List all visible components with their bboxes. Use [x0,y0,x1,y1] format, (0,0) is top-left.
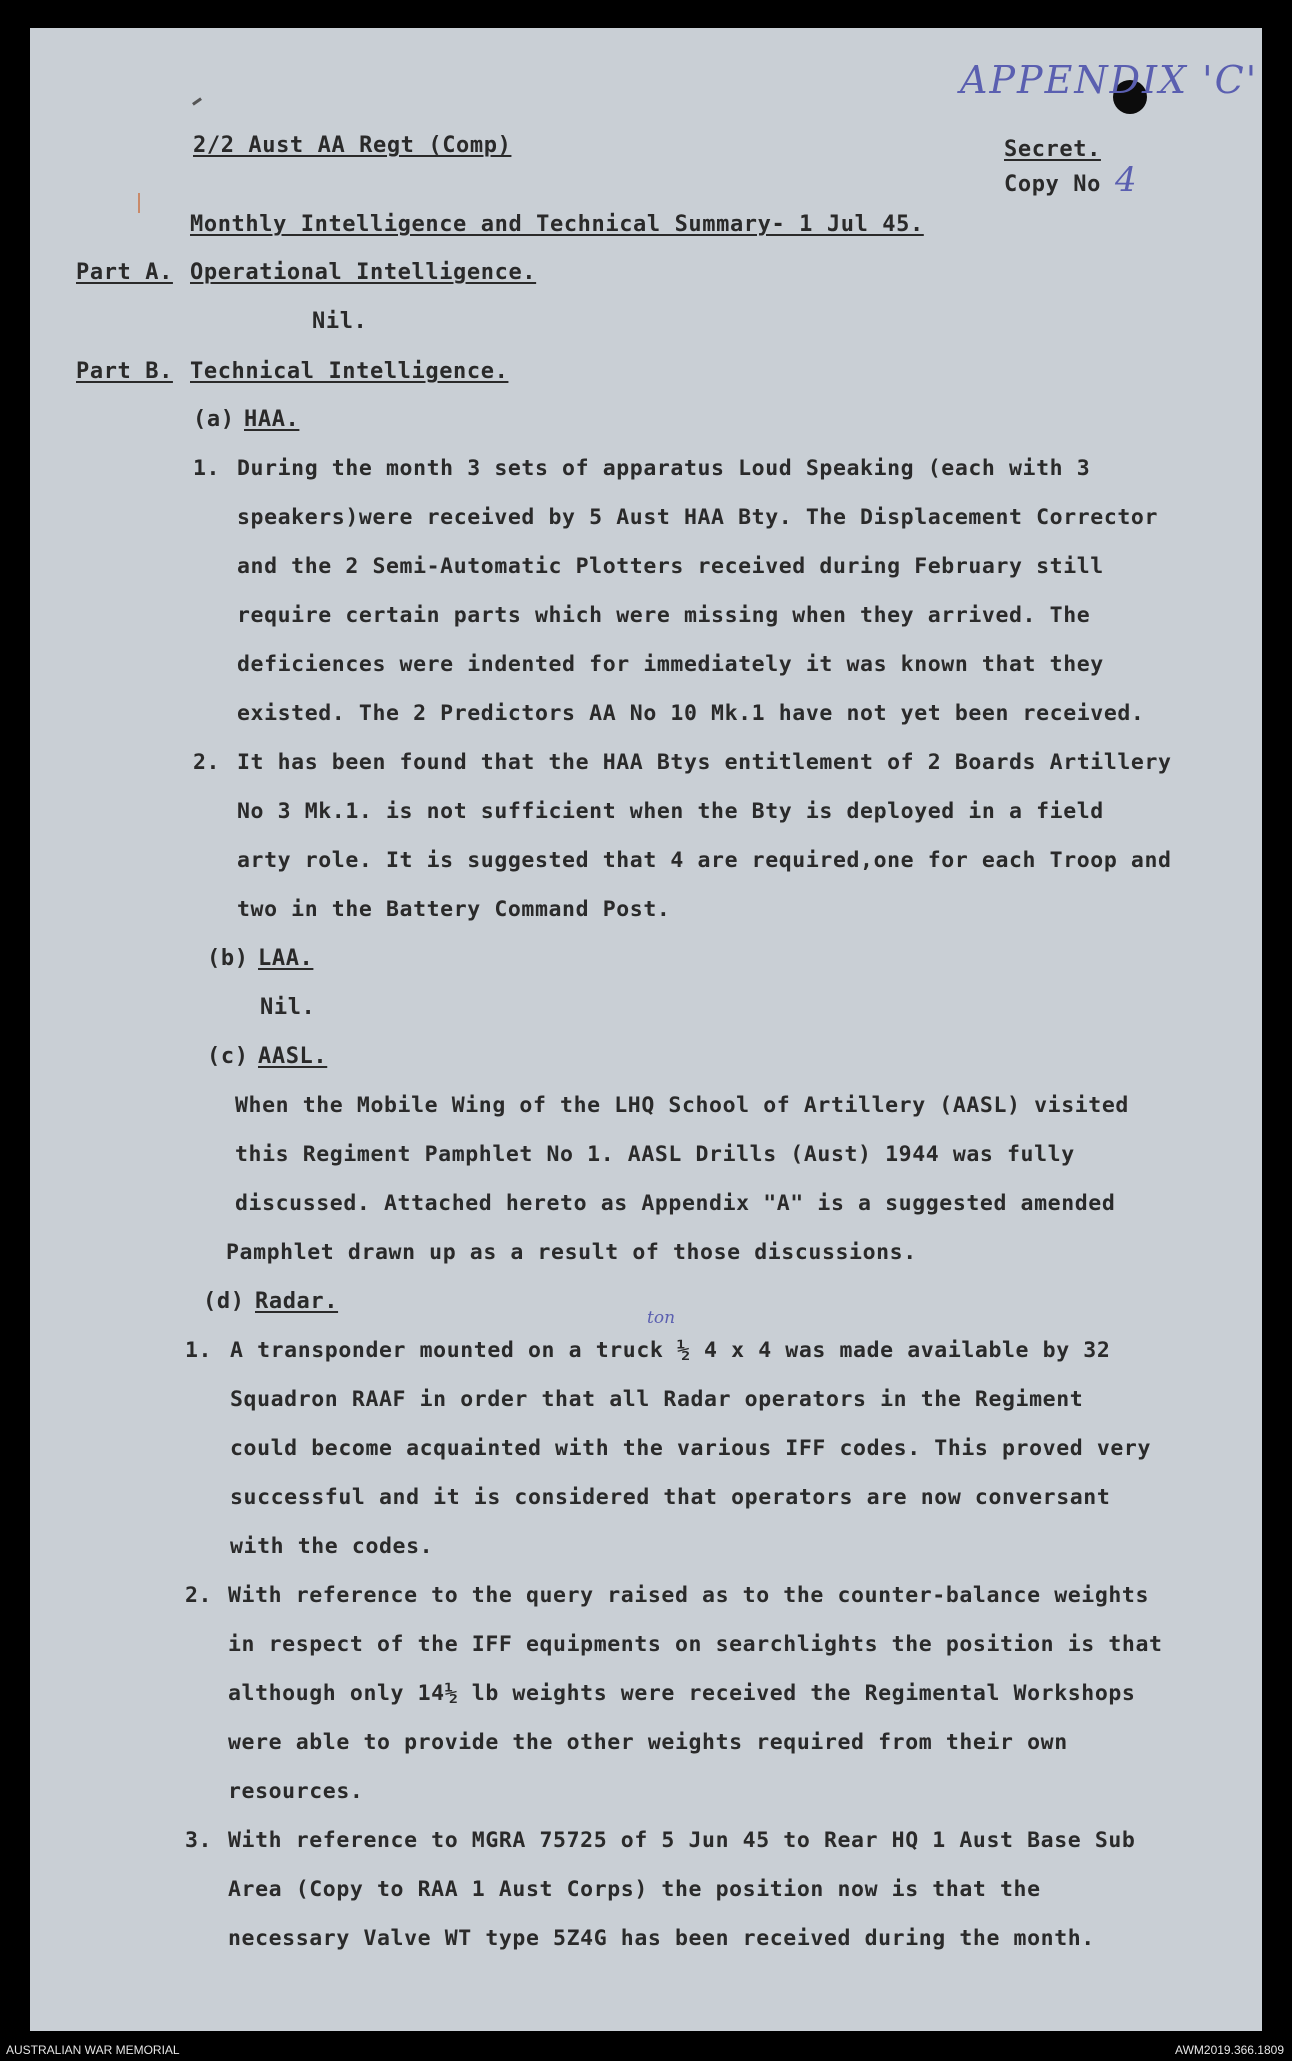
paragraph-line: With reference to the query raised as to the counter-balance weights [228,1583,1149,1608]
part-a-heading: Operational Intelligence. [190,260,537,285]
paragraph-line: No 3 Mk.1. is not sufficient when the Bty is deployed in a field [237,799,1104,824]
paragraph-line: could become acquainted with the various IFF codes. This proved very [230,1436,1151,1461]
laa-label: (b) [207,946,249,971]
radar-p1-number: 1. [185,1338,213,1363]
paragraph-line: two in the Battery Command Post. [237,897,671,922]
part-b-heading: Technical Intelligence. [190,359,509,384]
footer-accession-number: AWM2019.366.1809 [1175,2043,1284,2057]
haa-heading: HAA. [244,407,300,432]
paragraph-line: with the codes. [230,1534,434,1559]
paragraph-line: speakers)were received by 5 Aust HAA Bty. The Displacement Corrector [237,505,1158,530]
appendix-annotation: APPENDIX 'C' [960,58,1259,102]
paragraph-line: Area (Copy to RAA 1 Aust Corps) the position now is that the [228,1877,1041,1902]
paragraph-line: discussed. Attached hereto as Appendix "A" is a suggested amended [235,1191,1116,1216]
aasl-label: (c) [207,1044,249,1069]
copy-number: 4 [1115,160,1137,200]
ink-mark [192,97,202,105]
radar-heading: Radar. [255,1289,339,1314]
document-page [30,28,1262,2031]
footer-bar [0,2040,1292,2061]
paragraph-line: although only 14½ lb weights were received the Regimental Workshops [228,1681,1136,1706]
paragraph-line: necessary Valve WT type 5Z4G has been received during the month. [228,1926,1095,1951]
paragraph-line: existed. The 2 Predictors AA No 10 Mk.1 have not yet been received. [237,701,1145,726]
paragraph-line: arty role. It is suggested that 4 are required,one for each Troop and [237,848,1172,873]
document-title: Monthly Intelligence and Technical Summary- 1 Jul 45. [190,212,924,237]
paragraph-line: require certain parts which were missing when they arrived. The [237,603,1091,628]
paragraph-line: Squadron RAAF in order that all Radar operators in the Regiment [230,1387,1084,1412]
radar-label: (d) [203,1289,245,1314]
aasl-heading: AASL. [258,1044,328,1069]
paragraph-line: During the month 3 sets of apparatus Loud Speaking (each with 3 [237,456,1091,481]
paragraph-line: resources. [228,1779,364,1804]
haa-p1-number: 1. [193,456,221,481]
radar-p2-number: 2. [185,1583,213,1608]
paragraph-line: and the 2 Semi-Automatic Plotters received during February still [237,554,1104,579]
paragraph-line: this Regiment Pamphlet No 1. AASL Drills (Aust) 1944 was fully [235,1142,1075,1167]
part-a-label: Part A. [76,260,173,285]
ink-mark [138,193,140,213]
part-a-text: Nil. [312,309,368,334]
laa-text: Nil. [260,995,316,1020]
paragraph-line: It has been found that the HAA Btys entitlement of 2 Boards Artillery [237,750,1172,775]
paragraph-line: With reference to MGRA 75725 of 5 Jun 45 to Rear HQ 1 Aust Base Sub [228,1828,1136,1853]
unit-name: 2/2 Aust AA Regt (Comp) [193,133,512,158]
paragraph-line: When the Mobile Wing of the LHQ School of Artillery (AASL) visited [235,1093,1129,1118]
haa-p2-number: 2. [193,750,221,775]
paragraph-line: Pamphlet drawn up as a result of those discussions. [226,1240,917,1265]
paragraph-line: successful and it is considered that operators are now conversant [230,1485,1111,1510]
laa-heading: LAA. [258,946,314,971]
classification: Secret. [1004,137,1101,162]
paragraph-line: A transponder mounted on a truck ½ 4 x 4 was made available by 32 [230,1338,1111,1363]
footer-credit: AUSTRALIAN WAR MEMORIAL [6,2043,180,2057]
paragraph-line: were able to provide the other weights required from their own [228,1730,1068,1755]
paragraph-line: in respect of the IFF equipments on searchlights the position is that [228,1632,1163,1657]
paragraph-line: deficiences were indented for immediately it was known that they [237,652,1104,677]
haa-label: (a) [193,407,235,432]
copy-label: Copy No [1004,172,1101,197]
radar-p3-number: 3. [185,1828,213,1853]
handwritten-insert: ton [647,1308,676,1328]
part-b-label: Part B. [76,359,173,384]
